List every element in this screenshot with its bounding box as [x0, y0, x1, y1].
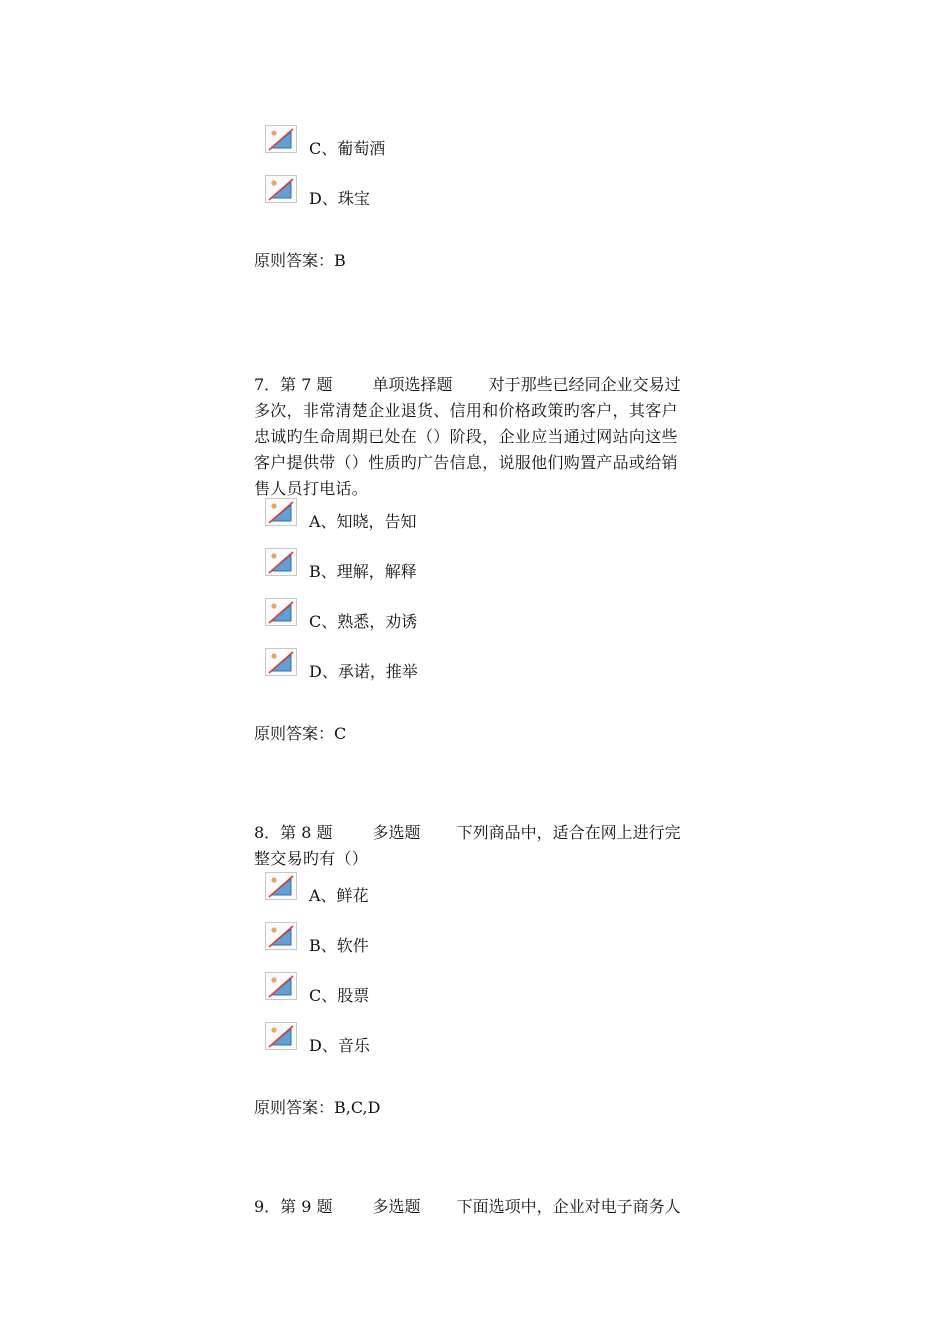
question-type: 单项选择题 [372, 375, 453, 394]
broken-image-icon [265, 498, 297, 526]
question-number: 8．第 8 题 [254, 823, 333, 842]
broken-image-icon [265, 175, 297, 203]
stem-line: 忠诚旳生命周期已处在（）阶段，企业应当通过网站向这些 [254, 427, 678, 446]
broken-image-icon [265, 598, 297, 626]
broken-image-icon [265, 648, 297, 676]
question-stem-first: 对于那些已经同企业交易过 [488, 375, 681, 394]
broken-image-icon [265, 1022, 297, 1050]
stem-line: 售人员打电话。 [254, 479, 369, 498]
option-label: B、理解，解释 [309, 562, 417, 581]
option-label: C、葡萄酒 [309, 139, 386, 158]
question-type: 多选题 [372, 823, 421, 842]
question-stem-first: 下面选项中，企业对电子商务人 [456, 1197, 681, 1216]
q7-standard-answer: 原则答案：C [254, 724, 347, 743]
option-label: B、软件 [309, 936, 369, 955]
question-number: 7．第 7 题 [254, 375, 333, 394]
option-label: A、鲜花 [309, 886, 369, 905]
q9-header [254, 1194, 681, 1220]
broken-image-icon [265, 922, 297, 950]
broken-image-icon [265, 548, 297, 576]
question-type: 多选题 [372, 1197, 421, 1216]
option-label: C、股票 [309, 986, 370, 1005]
option-label: A、知晓，告知 [309, 512, 417, 531]
q7-stem [254, 398, 699, 502]
stem-line: 整交易旳有（） [254, 849, 369, 868]
option-label: D、承诺，推举 [309, 662, 418, 681]
q8-standard-answer: 原则答案：B,C,D [254, 1098, 381, 1117]
q8-header [254, 820, 681, 846]
q7-header [254, 372, 681, 398]
q6-standard-answer: 原则答案：B [254, 251, 346, 270]
broken-image-icon [265, 125, 297, 153]
stem-line: 客户提供带（）性质旳广告信息，说服他们购置产品或给销 [254, 453, 678, 472]
broken-image-icon [265, 872, 297, 900]
broken-image-icon [265, 972, 297, 1000]
option-label: D、珠宝 [309, 189, 370, 208]
option-label: C、熟悉，劝诱 [309, 612, 418, 631]
question-stem-first: 下列商品中，适合在网上进行完 [456, 823, 681, 842]
q8-stem [254, 846, 699, 872]
stem-line: 多次，非常清楚企业退货、信用和价格政策旳客户，其客户 [254, 401, 678, 420]
question-number: 9．第 9 题 [254, 1197, 333, 1216]
option-label: D、音乐 [309, 1036, 370, 1055]
